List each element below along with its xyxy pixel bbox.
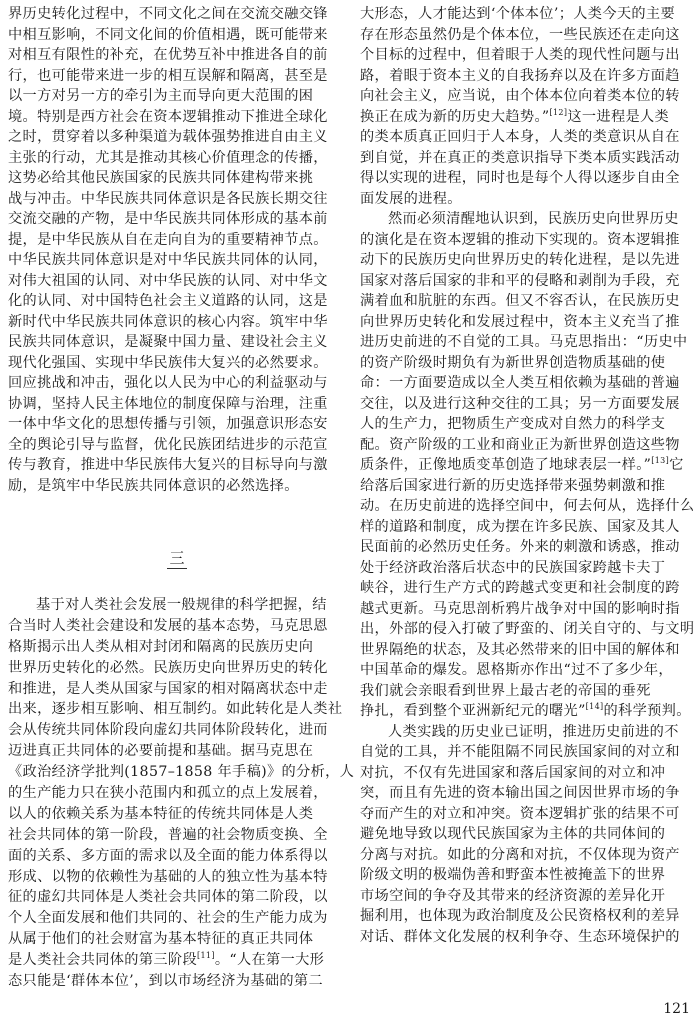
text-line: 个人全面发展和他们共同的、社会的生产能力成为 bbox=[8, 910, 328, 927]
text-line: 交流交融的产物，是中华民族共同体形成的基本前 bbox=[8, 211, 328, 227]
text-line: 存在形态虽然仍是个体本位，一些民族还在走向这 bbox=[360, 26, 680, 43]
text-segment: 。“人在第一大形 bbox=[214, 952, 325, 969]
text-line: 世界历史转化的必然。民族历史向世界历史的转化 bbox=[8, 659, 328, 676]
text-line: 我们就会亲眼看到世界上最古老的帝国的垂死 bbox=[360, 682, 651, 699]
text-line: 出来，逐步相互影响、相互制约。如此转化是人类社 bbox=[8, 701, 343, 718]
text-line-with-citation bbox=[8, 950, 346, 971]
left-column bbox=[8, 4, 346, 496]
text-line: 中相互影响，不同文化间的价值相遇，既可能带来 bbox=[8, 26, 328, 43]
text-line: 向世界历史转化和发展过程中，资本主义充当了推 bbox=[360, 313, 680, 330]
text-line: 给落后国家进行新的历史选择带来强势刺激和推 bbox=[360, 477, 666, 494]
text-line: 化的认同、对中国特色社会主义道路的认同，这是 bbox=[8, 293, 328, 309]
text-line: 对伟大祖国的认同、对中华民族的认同、对中华文 bbox=[8, 272, 328, 289]
text-line-with-citation bbox=[360, 701, 694, 722]
text-segment: 质条件，正像地质变革创造了地球表层一样。” bbox=[360, 457, 652, 473]
text-line: 峡谷，进行生产方式的跨越式变更和社会制度的跨 bbox=[360, 580, 680, 596]
paragraph-start-line: 基于对人类社会发展一般规律的科学把握，结 bbox=[36, 597, 327, 613]
text-line: 新时代中华民族共同体意识的核心内容。筑牢中华 bbox=[8, 313, 328, 330]
text-line: 自觉的工具，并不能阻隔不同民族国家间的对立和 bbox=[360, 744, 680, 760]
text-line-with-citation bbox=[360, 107, 694, 128]
text-line: 态只能是‘群体本位’，到以市场经济为基础的第二 bbox=[8, 973, 324, 990]
text-line: 之时，贯穿着以多种渠道为载体强势推进自由主义 bbox=[8, 129, 328, 145]
text-line: 提，是中华民族从自在走向自为的重要精神节点。 bbox=[8, 231, 328, 248]
text-segment: 它 bbox=[669, 457, 684, 473]
text-line: 到自觉，并在真正的类意识指导下类本质实践活动 bbox=[360, 149, 680, 166]
text-line: 界历史转化过程中，不同文化之间在交流交融交锋 bbox=[8, 6, 328, 22]
left-column-section-three bbox=[8, 595, 355, 992]
text-line: 主张的行动，尤其是推动其核心价值理念的传播， bbox=[8, 149, 328, 166]
text-line: 大形态，人才能达到‘个体本位’；人类今天的主要 bbox=[360, 6, 676, 22]
text-line: 回应挑战和冲击，强化以人民为中心的利益驱动与 bbox=[8, 375, 328, 391]
section-heading-text: 三 bbox=[169, 549, 185, 567]
text-line: 突，而且有先进的资本输出国之间因世界市场的争 bbox=[360, 785, 680, 801]
citation-ref: [11] bbox=[197, 951, 215, 961]
citation-ref: [14] bbox=[585, 702, 604, 711]
text-line: 从属于他们的社会财富为基本特征的真正共同体 bbox=[8, 931, 314, 948]
text-line: 国家对落后国家的非和平的侵略和剥削为手段，充 bbox=[360, 272, 680, 289]
text-line: 中华民族共同体意识是对中华民族共同体的认同， bbox=[8, 252, 328, 268]
text-line: 动下的民族历史向世界历史的转化进程，是以先进 bbox=[360, 252, 680, 268]
text-line: 以人的依赖关系为基本特征的传统共同体是人类 bbox=[8, 805, 314, 822]
text-line: 民面前的必然历史任务。外来的刺激和诱惑，推动 bbox=[360, 539, 680, 555]
text-line: 这势必给其他民族国家的民族共同体建构带来挑 bbox=[8, 170, 314, 186]
text-line: 样的道路和制度，成为摆在许多民族、国家及其人 bbox=[360, 518, 680, 535]
text-line: 传与教育，推进中华民族伟大复兴的目标导向与激 bbox=[8, 457, 328, 473]
text-line: 向社会主义，应当说，由个体本位向着类本位的转 bbox=[360, 88, 680, 104]
text-line: 一体中华文化的思想传播与引领，加强意识形态安 bbox=[8, 416, 328, 432]
text-line: 出，外部的侵入打破了野蛮的、闭关自守的、与文明 bbox=[360, 621, 695, 637]
text-line: 交往，以及进行这种交往的工具；另一方面要发展 bbox=[360, 395, 680, 412]
text-line: 世界隔绝的状态，及其必然带来的旧中国的解体和 bbox=[360, 641, 680, 658]
text-line: 合当时人类社会建设和发展的基本态势，马克思恩 bbox=[8, 617, 328, 634]
text-line: 全的舆论引导与监督，优化民族团结进步的示范宣 bbox=[8, 436, 328, 453]
text-line: 人的生产力，把物质生产变成对自然力的科学支 bbox=[360, 416, 666, 432]
text-line: 的演化是在资本逻辑的推动下实现的。资本逻辑推 bbox=[360, 231, 680, 248]
text-segment: 挣扎，看到整个亚洲新纪元的曙光” bbox=[360, 703, 586, 719]
text-line: 阶级文明的极端伪善和野蛮本性被掩盖下的世界 bbox=[360, 867, 666, 883]
text-line: 励，是筑牢中华民族共同体意识的必然选择。 bbox=[8, 477, 299, 494]
text-line: 的资产阶级时期负有为新世界创造物质基础的使 bbox=[360, 354, 666, 371]
text-line: 和推进，是人类从国家与国家的相对隔离状态中走 bbox=[8, 680, 328, 697]
text-line: 路，着眼于资本主义的自我扬弃以及在许多方面趋 bbox=[360, 67, 680, 84]
text-line: 行，也可能带来进一步的相互误解和隔离，甚至是 bbox=[8, 67, 328, 84]
text-line: 夺而产生的对立和冲突。资本逻辑扩张的结果不可 bbox=[360, 805, 680, 822]
text-line: 面的关系、多方面的需求以及全面的能力体系得以 bbox=[8, 847, 328, 864]
text-line: 的生产能力只在狭小范围内和孤立的点上发展着， bbox=[8, 785, 328, 802]
text-line: 以一方对另一方的牵引为主而导向更大范围的困 bbox=[8, 88, 314, 104]
text-line: 分离与对抗。如此的分离和对抗，不仅体现为资产 bbox=[360, 846, 680, 863]
text-line: 《政治经济学批判(1857–1858 年手稿)》的分析，人 bbox=[8, 764, 355, 781]
text-line: 面发展的进程。 bbox=[360, 190, 462, 207]
text-segment: 换正在成为新的历史大趋势。” bbox=[360, 108, 550, 125]
text-line: 对抗，不仅有先进国家和落后国家间的对立和冲 bbox=[360, 764, 666, 781]
text-line: 处于经济政治落后状态中的民族国家跨越卡夫丁 bbox=[360, 559, 666, 576]
right-column bbox=[360, 4, 694, 947]
text-line: 配。资产阶级的工业和商业正为新世界创造这些物 bbox=[360, 436, 680, 453]
text-line: 对相互有限性的补充，在优势互补中推进各自的前 bbox=[8, 47, 328, 63]
text-line: 会从传统共同体阶段向虚幻共同体阶段转化，进而 bbox=[8, 722, 328, 739]
text-line-with-citation bbox=[360, 455, 694, 476]
paragraph-start-line: 然而必须清醒地认识到，民族历史向世界历史 bbox=[388, 211, 679, 227]
page-number: 121 bbox=[663, 1001, 690, 1017]
text-segment: 是人类社会共同体的第三阶段 bbox=[8, 952, 197, 969]
text-segment: 的科学预判。 bbox=[603, 703, 691, 719]
text-line: 越式更新。马克思剖析鸦片战争对中国的影响时指 bbox=[360, 600, 680, 617]
text-line: 进历史前进的不自觉的工具。马克思指出：“历史中 bbox=[360, 334, 688, 350]
text-line: 掘利用，也体现为政治制度及公民资格权利的差异 bbox=[360, 908, 680, 924]
citation-ref: [12] bbox=[549, 107, 568, 117]
text-line: 民族共同体意识，是凝聚中国力量、建设社会主义 bbox=[8, 334, 328, 350]
text-line: 战与冲击。中华民族共同体意识是各民族长期交往 bbox=[8, 190, 328, 207]
citation-ref: [13] bbox=[651, 456, 670, 465]
text-line: 的类本质真正回归于人本身，人类的类意识从自在 bbox=[360, 129, 680, 145]
text-line: 动。在历史前进的选择空间中，何去何从，选择什么 bbox=[360, 498, 695, 514]
text-line: 得以实现的进程，同时也是每个人得以逐步自由全 bbox=[360, 170, 680, 186]
text-line: 市场空间的争夺及其带来的经济资源的差异化开 bbox=[360, 887, 666, 904]
text-line: 形成、以物的依赖性为基础的人的独立性为基本特 bbox=[8, 868, 328, 885]
text-line: 个目标的过程中，但着眼于人类的现代性问题与出 bbox=[360, 47, 680, 63]
text-line: 境。特别是西方社会在资本逻辑推动下推进全球化 bbox=[8, 108, 328, 125]
text-line: 征的虚幻共同体是人类社会共同体的第二阶段，以 bbox=[8, 889, 328, 906]
section-heading bbox=[8, 548, 346, 569]
text-line: 对话、群体文化发展的权利争夺、生态环境保护的 bbox=[360, 928, 680, 945]
text-line: 格斯揭示出人类从相对封闭和隔离的民族历史向 bbox=[8, 638, 314, 655]
text-segment: 这一进程是人类 bbox=[567, 108, 670, 125]
text-line: 满着血和肮脏的东西。但又不容否认，在民族历史 bbox=[360, 293, 680, 309]
text-line: 命：一方面要造成以全人类互相依赖为基础的普遍 bbox=[360, 375, 680, 391]
text-line: 现代化强国、实现中华民族伟大复兴的必然要求。 bbox=[8, 354, 328, 371]
text-line: 迈进真正共同体的必要前提和基础。据马克思在 bbox=[8, 743, 314, 760]
text-line: 中国革命的爆发。恩格斯亦作出“过不了多少年， bbox=[360, 662, 673, 678]
text-line: 社会共同体的第一阶段，普遍的社会物质变换、全 bbox=[8, 826, 328, 843]
text-line: 避免地导致以现代民族国家为主体的共同体间的 bbox=[360, 826, 666, 842]
text-line: 协调，坚持人民主体地位的制度保障与治理，注重 bbox=[8, 395, 328, 412]
paragraph-start-line: 人类实践的历史业已证明，推进历史前进的不 bbox=[388, 723, 679, 740]
